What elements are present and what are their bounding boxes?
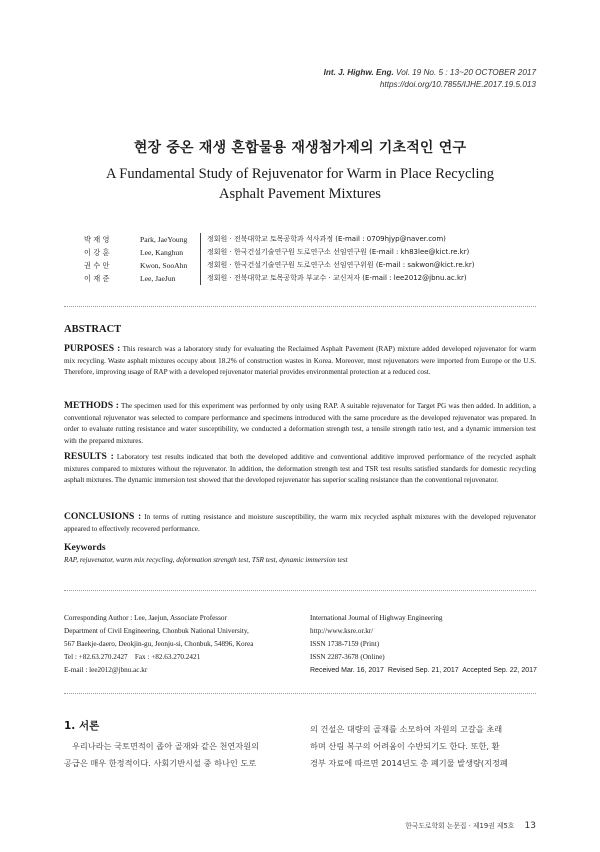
results-label: RESULTS : xyxy=(64,451,114,462)
author-divider xyxy=(200,233,201,246)
received-date: Mar. 16, 2017 xyxy=(341,667,384,674)
issn-online: ISSN 2287-3678 (Online) xyxy=(310,653,385,661)
author-row xyxy=(84,246,475,259)
corresponding-email[interactable]: E-mail : lee2012@jbnu.ac.kr xyxy=(64,666,148,674)
author-affiliation: 정회원 · 전북대학교 토목공학과 석사과정 (E-mail : 0709hjyp@naver.com) xyxy=(207,235,446,243)
abstract-purposes xyxy=(64,343,536,379)
abstract-results xyxy=(64,451,536,487)
title-korean: 현장 중온 재생 혼합물용 재생첨가제의 기초적인 연구 xyxy=(133,140,467,156)
accepted-date: Sep. 22, 2017 xyxy=(493,667,537,674)
divider-dotted xyxy=(64,590,536,591)
body-column-left xyxy=(64,738,294,772)
body-line: 우리나라는 국토면적이 좁아 골재와 같은 천연자원의 xyxy=(72,741,260,751)
author-affiliation: 정회원 · 전북대학교 토목공학과 부교수 · 교신저자 (E-mail : lee2012@jbnu.ac.kr) xyxy=(207,274,467,282)
volume-issue: Vol. 19 No. 5 : 13~20 OCTOBER 2017 xyxy=(396,68,536,77)
divider-dotted xyxy=(64,306,536,307)
article-dates xyxy=(310,664,540,677)
author-divider xyxy=(200,272,201,285)
body-line: 하며 산림 복구의 어려움이 수반되기도 한다. 또한, 환 xyxy=(310,741,500,751)
author-korean-name: 박 재 영 xyxy=(84,235,110,244)
author-row xyxy=(84,233,475,246)
methods-label: METHODS : xyxy=(64,400,119,411)
corresponding-line: Corresponding Author : Lee, Jaejun, Associate Professor xyxy=(64,614,227,622)
author-english-name: Lee, JaeJun xyxy=(140,274,176,283)
section-heading: 1. 서론 xyxy=(64,720,100,732)
divider-dotted xyxy=(64,693,536,694)
accepted-label: Accepted xyxy=(462,667,492,674)
methods-text: The specimen used for this experiment was performed by only using RAP. A suitable rejuvenator for Target PG was then added. In addition, a conventional rejuvenator was selected to compare performance and specimens introduced with the same procedure as the developed rejuvenator was prepared. In order to evaluate rutting resistance and water susceptibility, we conducted a deformation strength test, a tensile strength ratio test, and a dynamic immersion test with the prepared mixtures. xyxy=(64,402,536,445)
corresponding-line: Department of Civil Engineering, Chonbuk National University, xyxy=(64,627,249,635)
author-divider xyxy=(200,259,201,272)
page-number: 13 xyxy=(524,821,536,831)
abstract-methods xyxy=(64,400,536,447)
received-label: Received xyxy=(310,667,340,674)
body-column-right xyxy=(310,721,540,772)
author-affiliation: 정회원 · 한국건설기술연구원 도로연구소 선임연구원 (E-mail : kh83lee@kict.re.kr) xyxy=(207,248,470,256)
author-affiliation: 정회원 · 한국건설기술연구원 도로연구소 선임연구위원 (E-mail : sakwon@kict.re.kr) xyxy=(207,261,475,269)
author-english-name: Kwon, SooAhn xyxy=(140,261,188,270)
author-row xyxy=(84,259,475,272)
corresponding-line: 567 Baekje-daero, Deokjin-gu, Jeonju-si, Chonbuk, 54896, Korea xyxy=(64,640,254,648)
author-korean-name: 이 강 훈 xyxy=(84,248,110,257)
author-divider xyxy=(200,246,201,259)
author-list xyxy=(84,233,475,285)
keywords-heading: Keywords xyxy=(64,542,106,553)
results-text: Laboratory test results indicated that both the developed additive and conventional additive improved performance of the recycled asphalt mixtures compared to mixtures without the rejuvenator. In addition, the deformation strength test and TSR test results satisfied standards for domestic recycling asphalt mixtures. The dynamic immersion test showed that the developed rejuvenator has superior scaling resistance than the conventional rejuvenator. xyxy=(64,453,536,484)
journal-url[interactable]: http://www.ksre.or.kr/ xyxy=(310,627,374,635)
journal-info xyxy=(310,612,540,677)
revised-label: Revised xyxy=(387,667,414,674)
corresponding-author xyxy=(64,612,304,677)
purposes-text: This research was a laboratory study for evaluating the Reclaimed Asphalt Pavement (RAP) mixture added developed rejuvenator for warm mix recycling. Waste asphalt mixtures occupy about 18.2% of construction wastes in Korea. Moreover, most rejuvenators were imported from Europe or the U.S. Therefore, improving usage of RAP with a developed rejuvenator material provides environmental protection at a reduced cost. xyxy=(64,345,537,376)
doi-link[interactable]: https://doi.org/10.7855/IJHE.2017.19.5.013 xyxy=(379,80,536,89)
running-header xyxy=(324,67,536,91)
author-row xyxy=(84,272,475,285)
journal-abbrev: Int. J. Highw. Eng. xyxy=(323,68,394,77)
author-korean-name: 이 재 준 xyxy=(84,274,110,283)
journal-name: International Journal of Highway Engineering xyxy=(310,614,443,622)
author-korean-name: 권 수 안 xyxy=(84,261,110,270)
abstract-heading: ABSTRACT xyxy=(64,324,122,335)
keywords-text: RAP, rejuvenator, warm mix recycling, deformation strength test, TSR test, dynamic immersion test xyxy=(64,556,348,564)
page-footer xyxy=(405,820,536,831)
body-line: 의 건설은 대량의 골재를 소모하여 자원의 고갈을 초래 xyxy=(310,724,503,734)
abstract-conclusions xyxy=(64,511,536,535)
corresponding-line: Tel : +82.63.270.2427 Fax : +82.63.270.2421 xyxy=(64,653,201,661)
footer-journal: 한국도로학회 논문집 · 제19권 제5호 xyxy=(405,822,515,830)
conclusions-label: CONCLUSIONS : xyxy=(64,511,142,522)
author-english-name: Park, JaeYoung xyxy=(140,235,188,244)
issn-print: ISSN 1738-7159 (Print) xyxy=(310,640,380,648)
author-english-name: Lee, Kanghun xyxy=(140,248,184,257)
conclusions-text: In terms of rutting resistance and moisture susceptibility, the warm mix recycled asphalt mixtures with the developed rejuvenator appeared to effectively recovered performance. xyxy=(64,513,537,533)
body-line: 경부 자료에 따르면 2014년도 총 폐기물 발생량(지정폐 xyxy=(310,758,508,768)
purposes-label: PURPOSES : xyxy=(64,343,121,354)
title-english-line-1: A Fundamental Study of Rejuvenator for Warm in Place Recycling xyxy=(106,166,494,182)
title-english xyxy=(40,164,560,204)
journal-citation xyxy=(324,67,536,79)
body-line: 공급은 매우 한정적이다. 사회기반시설 중 하나인 도로 xyxy=(64,758,257,768)
revised-date: Sep. 21, 2017 xyxy=(415,667,459,674)
title-english-line-2: Asphalt Pavement Mixtures xyxy=(219,186,381,202)
